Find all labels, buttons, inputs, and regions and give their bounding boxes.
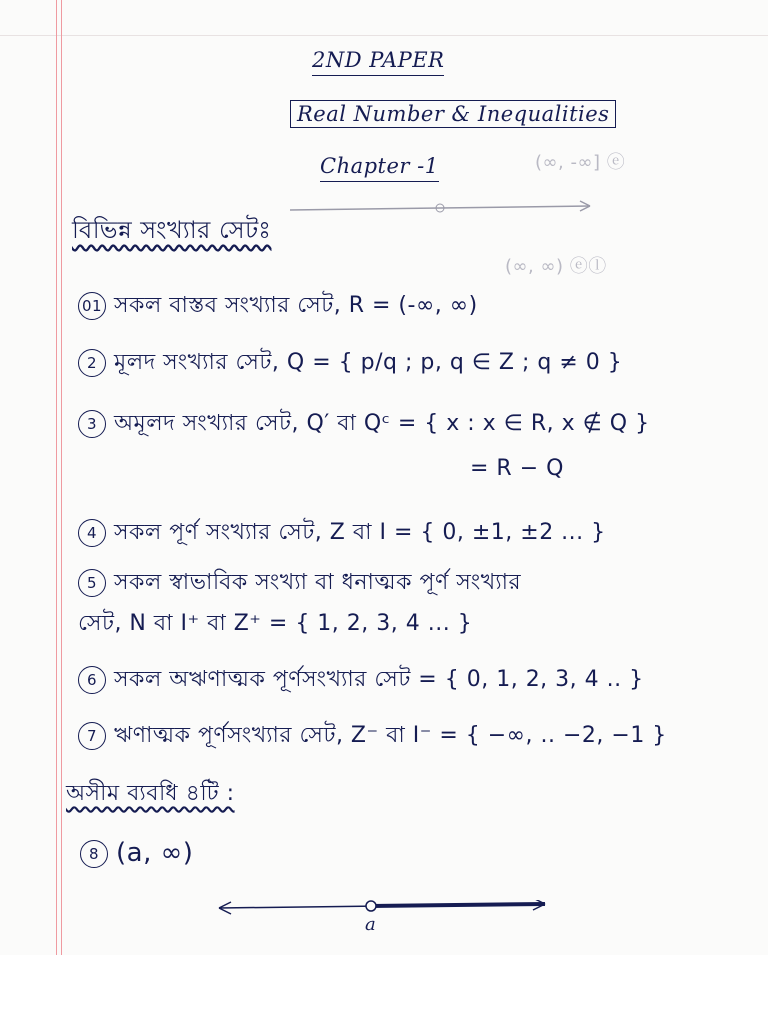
- list-item: [78, 288, 478, 325]
- top-rule: [0, 35, 768, 36]
- list-item: [78, 662, 644, 699]
- interval-highlight: [371, 904, 545, 906]
- list-item: [78, 406, 650, 443]
- list-item: [78, 345, 622, 382]
- subsection-title: অসীম ব্যবধি ৪টি :: [66, 781, 235, 806]
- list-item-continuation: [470, 456, 564, 481]
- margin-line: [56, 0, 57, 955]
- item-text: সকল বাস্তব সংখ্যার সেট, R = (-∞, ∞): [114, 293, 478, 318]
- item-text: মূলদ সংখ্যার সেট, Q = { p/q ; p, q ∈ Z ; q ≠ 0 }: [114, 350, 623, 375]
- item-number: 01: [78, 292, 106, 320]
- item-number: 2: [78, 349, 106, 377]
- point-label: a: [365, 914, 376, 935]
- faint-arrow: [290, 198, 610, 218]
- item-text: সকল অঋণাত্মক পূর্ণসংখ্যার সেট = { 0, 1, 2, 3, 4 .. }: [114, 667, 644, 692]
- item-text: সেট, N বা I⁺ বা Z⁺ = { 1, 2, 3, 4 ... }: [78, 611, 473, 636]
- item-number: 3: [78, 410, 106, 438]
- page-bottom-margin: [0, 955, 768, 1024]
- paper-heading: 2ND PAPER: [312, 48, 444, 76]
- item-number: 4: [78, 519, 106, 547]
- list-item: [78, 718, 667, 755]
- item-number: 7: [78, 722, 106, 750]
- list-item: [78, 515, 606, 552]
- number-line: [215, 900, 555, 940]
- list-item: [78, 565, 521, 602]
- margin-line: [61, 0, 62, 955]
- list-item-continuation: [78, 606, 472, 643]
- item-number: 8: [80, 840, 108, 868]
- item-number: 5: [78, 569, 106, 597]
- item-text: = R − Q: [470, 456, 564, 481]
- open-point-icon: [366, 901, 376, 911]
- interval-item: [80, 838, 193, 868]
- faint-mark-top: (∞, -∞] ⓔ: [535, 152, 626, 173]
- item-text: সকল পূর্ণ সংখ্যার সেট, Z বা I = { 0, ±1, ±2 ... }: [114, 520, 606, 545]
- item-text: অমূলদ সংখ্যার সেট, Q′ বা Qᶜ = { x : x ∈ R, x ∉ Q }: [114, 411, 650, 436]
- item-text: সকল স্বাভাবিক সংখ্যা বা ধনাত্মক পূর্ণ সংখ্যার: [114, 570, 522, 595]
- chapter-heading: Chapter -1: [320, 154, 439, 182]
- topic-heading: Real Number & Inequalities: [290, 100, 616, 128]
- item-text: ঋণাত্মক পূর্ণসংখ্যার সেট, Z⁻ বা I⁻ = { −∞, .. −2, −1 }: [114, 723, 667, 748]
- item-text: (a, ∞): [116, 838, 194, 868]
- section-title: বিভিন্ন সংখ্যার সেটঃ: [72, 216, 272, 244]
- item-number: 6: [78, 666, 106, 694]
- faint-mark-mid: (∞, ∞) ⓔⓛ: [505, 256, 607, 277]
